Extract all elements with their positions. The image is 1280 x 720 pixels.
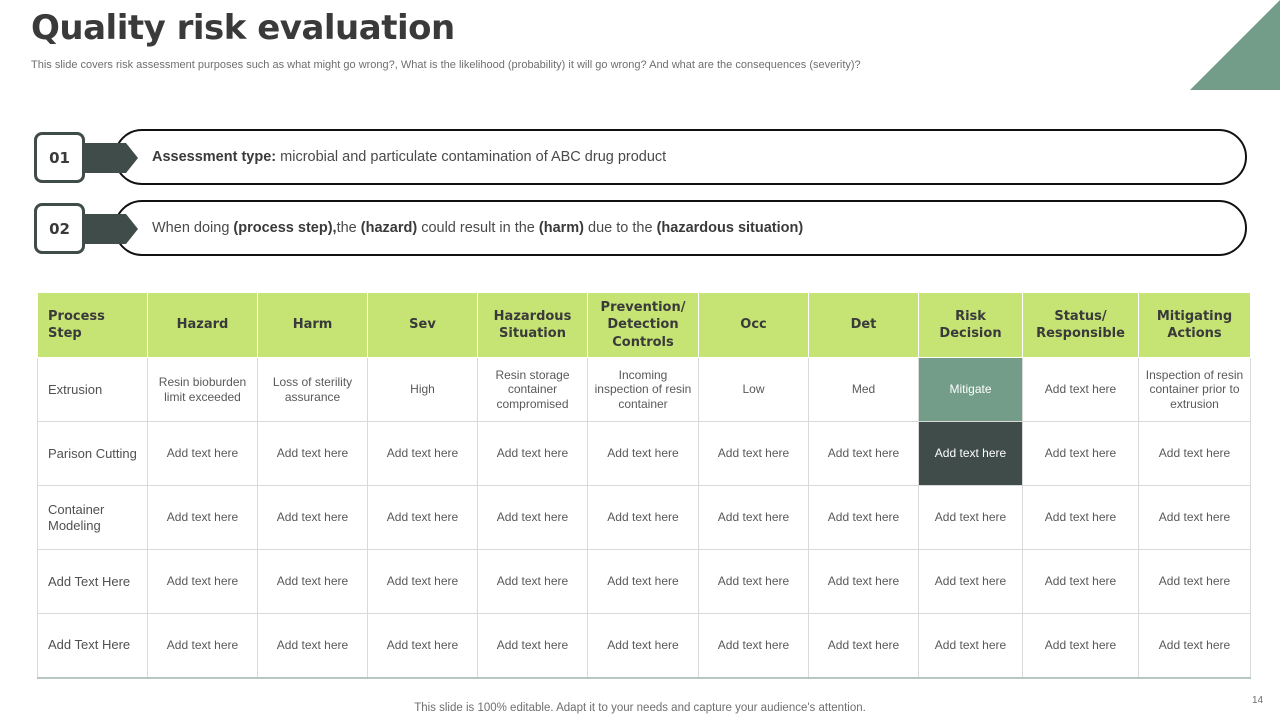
- table-cell: Add text here: [1023, 550, 1139, 614]
- table-cell: Add Text Here: [38, 614, 148, 678]
- table-cell: Add text here: [478, 422, 588, 486]
- table-cell: Add text here: [368, 422, 478, 486]
- step-number-badge: 01: [34, 132, 85, 183]
- step-bold-label: Assessment type:: [152, 149, 277, 165]
- column-header: Process Step: [38, 293, 148, 358]
- table-row: [38, 422, 1251, 486]
- table-cell: Add text here: [809, 486, 919, 550]
- table-cell: Container Modeling: [38, 486, 148, 550]
- table-cell: Add text here: [699, 550, 809, 614]
- table-cell: Add text here: [148, 614, 258, 678]
- table-cell: Add text here: [148, 422, 258, 486]
- table-cell: Extrusion: [38, 358, 148, 422]
- table-cell: Med: [809, 358, 919, 422]
- step-row-01: [34, 129, 1248, 185]
- table-cell: Parison Cutting: [38, 422, 148, 486]
- table-cell: Add text here: [1023, 358, 1139, 422]
- corner-triangle-decoration: [1190, 0, 1280, 90]
- column-header: Prevention/ Detection Controls: [588, 293, 699, 358]
- table-cell: Add text here: [588, 614, 699, 678]
- column-header: Risk Decision: [919, 293, 1023, 358]
- table-cell: Resin bioburden limit exceeded: [148, 358, 258, 422]
- column-header: Mitigating Actions: [1139, 293, 1251, 358]
- step-text-bold: (harm): [538, 220, 585, 236]
- risk-decision-cell: Add text here: [919, 550, 1023, 614]
- table-cell: Add text here: [478, 486, 588, 550]
- table-cell: Add text here: [368, 550, 478, 614]
- step-description: [114, 200, 1247, 256]
- step-text-part: When doing: [152, 220, 234, 236]
- table-cell: Add text here: [699, 614, 809, 678]
- table-cell: Incoming inspection of resin container: [588, 358, 699, 422]
- table-cell: Add text here: [809, 614, 919, 678]
- page-number: 14: [1252, 695, 1264, 706]
- table-cell: Add text here: [258, 486, 368, 550]
- table-row: [38, 550, 1251, 614]
- step-text-bold: (hazard): [360, 220, 418, 236]
- table-cell: Add text here: [148, 550, 258, 614]
- arrow-connector-icon: [82, 214, 138, 244]
- risk-decision-cell: Add text here: [919, 614, 1023, 678]
- table-cell: Loss of sterility assurance: [258, 358, 368, 422]
- table-cell: Add text here: [368, 486, 478, 550]
- table-row: [38, 358, 1251, 422]
- table-cell: Add text here: [699, 486, 809, 550]
- table-cell: Add text here: [478, 614, 588, 678]
- step-text-part: due to the: [584, 220, 657, 236]
- risk-decision-cell: Mitigate: [919, 358, 1023, 422]
- table-cell: Add text here: [588, 422, 699, 486]
- arrow-connector-icon: [82, 143, 138, 173]
- table-cell: Add text here: [1139, 422, 1251, 486]
- table-cell: Add text here: [258, 614, 368, 678]
- risk-decision-cell: Add text here: [919, 486, 1023, 550]
- step-text-bold: (process step),: [233, 220, 337, 236]
- step-text-part: could result in the: [417, 220, 539, 236]
- step-number-badge: 02: [34, 203, 85, 254]
- column-header: Occ: [699, 293, 809, 358]
- column-header: Status/ Responsible: [1023, 293, 1139, 358]
- table-cell: Add text here: [148, 486, 258, 550]
- step-text-bold: (hazardous situation): [656, 220, 804, 236]
- table-cell: Add text here: [1139, 614, 1251, 678]
- table-cell: Add text here: [588, 550, 699, 614]
- table-cell: Add text here: [809, 422, 919, 486]
- column-header: Hazardous Situation: [478, 293, 588, 358]
- table-cell: Add text here: [1023, 614, 1139, 678]
- table-cell: Add text here: [1023, 422, 1139, 486]
- table-cell: Add text here: [699, 422, 809, 486]
- table-cell: Resin storage container compromised: [478, 358, 588, 422]
- step-row-02: [34, 200, 1248, 256]
- table-cell: Add text here: [1139, 486, 1251, 550]
- step-text: microbial and particulate contamination of ABC drug product: [276, 149, 667, 165]
- risk-evaluation-table: [37, 292, 1251, 679]
- table-cell: Low: [699, 358, 809, 422]
- table-cell: Add text here: [478, 550, 588, 614]
- column-header: Harm: [258, 293, 368, 358]
- table-cell: Add text here: [809, 550, 919, 614]
- risk-decision-cell: Add text here: [919, 422, 1023, 486]
- step-text-part: the: [336, 220, 361, 236]
- slide-title: Quality risk evaluation: [31, 8, 455, 48]
- table-cell: Add text here: [258, 422, 368, 486]
- table-cell: Add text here: [588, 486, 699, 550]
- column-header: Det: [809, 293, 919, 358]
- table-cell: High: [368, 358, 478, 422]
- table-cell: Add text here: [258, 550, 368, 614]
- table-cell: Add text here: [1023, 486, 1139, 550]
- table-row: [38, 486, 1251, 550]
- slide-subtitle: This slide covers risk assessment purposes such as what might go wrong?, What is the likelihood (probability) it will go wrong? And what are the consequences (severity)?: [31, 59, 861, 71]
- table-cell: Inspection of resin container prior to extrusion: [1139, 358, 1251, 422]
- column-header: Hazard: [148, 293, 258, 358]
- slide-footer: This slide is 100% editable. Adapt it to your needs and capture your audience's attention.: [414, 702, 866, 714]
- table-cell: Add Text Here: [38, 550, 148, 614]
- table-header-row: [38, 293, 1251, 358]
- step-description: [114, 129, 1247, 185]
- table-cell: Add text here: [1139, 550, 1251, 614]
- column-header: Sev: [368, 293, 478, 358]
- table-row: [38, 614, 1251, 678]
- table-cell: Add text here: [368, 614, 478, 678]
